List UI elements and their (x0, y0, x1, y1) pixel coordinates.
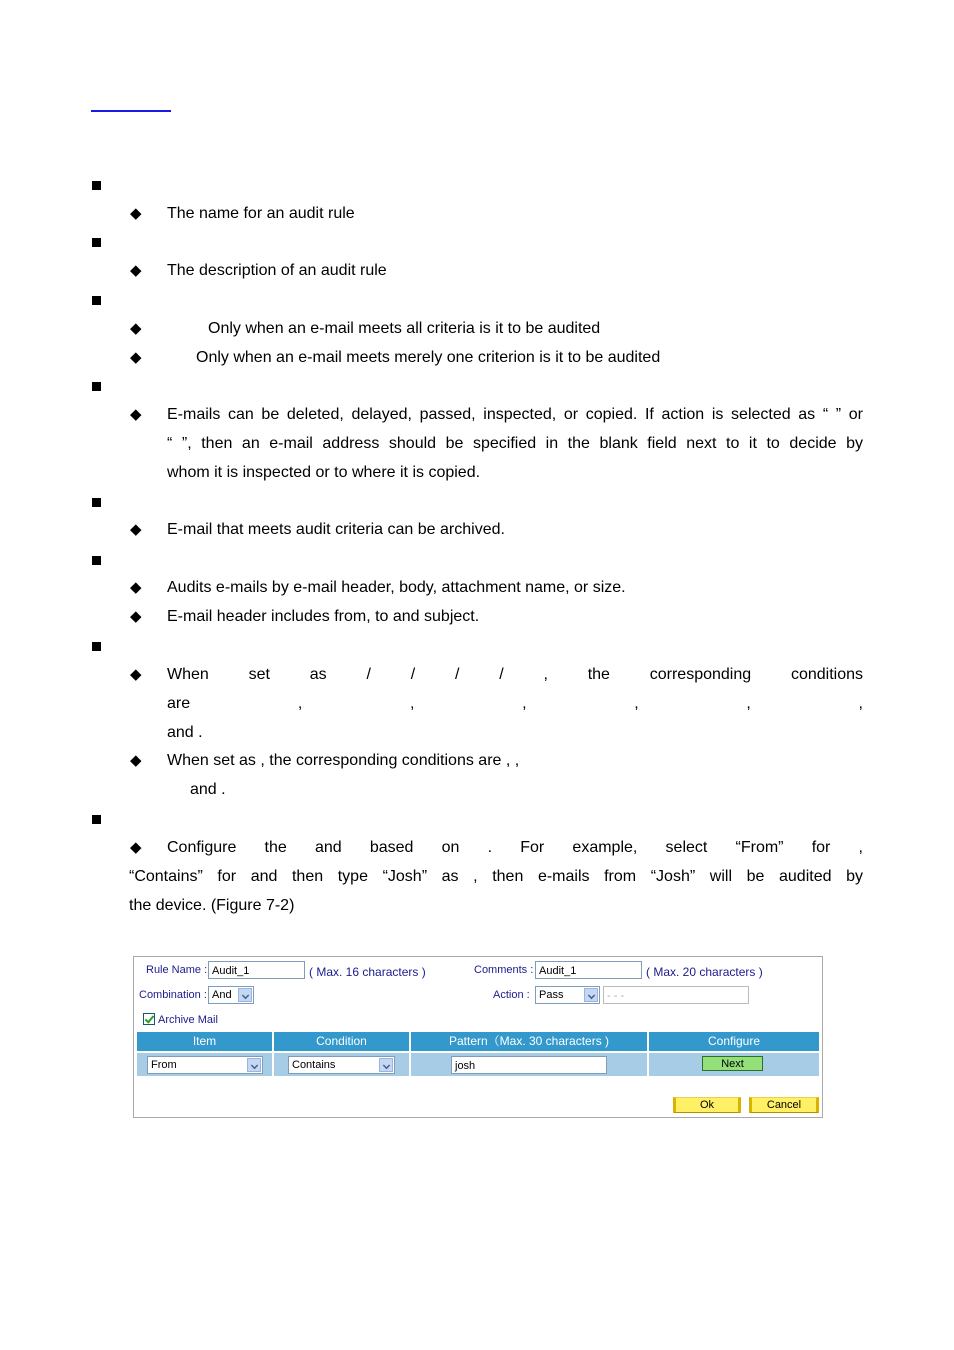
bullet-square (92, 556, 101, 565)
action-value: Pass (539, 989, 564, 1001)
action-desc-line2: “ ”, then an e-mail address should be specified in the blank field next to it to decide by (167, 435, 863, 452)
condition-value: Contains (292, 1059, 336, 1071)
pattern-desc-line1: Configure the and based on . For example, select “From” for , (167, 839, 863, 856)
condition-select[interactable] (288, 1056, 395, 1074)
condition-desc1-line3: and . (167, 724, 203, 741)
condition-desc1-line1: When set as / / / / , the corresponding conditions (167, 666, 863, 683)
rule-name-desc: The name for an audit rule (167, 205, 355, 222)
configure-cell (649, 1053, 819, 1076)
condition-desc2-line1: When set as , the corresponding conditions are , , (167, 752, 520, 769)
rule-name-note: ( Max. 16 characters ) (309, 965, 426, 979)
diamond-bullet: ◆ (130, 839, 142, 856)
comments-input[interactable]: Audit_1 (535, 961, 642, 979)
comments-label: Comments : (474, 964, 534, 976)
action-desc-line3: whom it is inspected or to where it is copied. (167, 464, 481, 481)
diamond-bullet: ◆ (130, 262, 142, 279)
section-title-link[interactable] (91, 110, 171, 112)
diamond-bullet: ◆ (130, 521, 142, 538)
diamond-bullet: ◆ (130, 666, 142, 683)
item-desc: Audits e-mails by e-mail header, body, attachment name, or size. (167, 579, 626, 596)
diamond-bullet: ◆ (130, 406, 142, 423)
audit-rule-form (133, 956, 823, 1118)
chevron-down-icon[interactable] (584, 988, 598, 1002)
pattern-desc-line2: “Contains” for and then type “Josh” as , then e-mails from “Josh” will be audited by (129, 868, 863, 885)
column-condition: Condition (274, 1032, 411, 1051)
column-item: Item (137, 1032, 274, 1051)
column-pattern: Pattern（Max. 30 characters ) (411, 1032, 649, 1051)
diamond-bullet: ◆ (130, 320, 142, 337)
bullet-square (92, 382, 101, 391)
comments-desc: The description of an audit rule (167, 262, 387, 279)
condition-desc2-line2: and . (190, 781, 226, 798)
header-desc: E-mail header includes from, to and subject. (167, 608, 480, 625)
chevron-down-icon[interactable] (379, 1058, 393, 1072)
combination-or-desc: Only when an e-mail meets merely one criterion is it to be audited (196, 349, 661, 366)
bullet-square (92, 642, 101, 651)
rule-name-input[interactable]: Audit_1 (208, 961, 305, 979)
condition-desc1-line2: are , , , , , , (167, 695, 863, 712)
rule-name-label: Rule Name : (146, 964, 208, 976)
bullet-square (92, 181, 101, 190)
action-label: Action : (493, 989, 530, 1001)
combination-select[interactable] (208, 986, 254, 1004)
chevron-down-icon[interactable] (238, 988, 252, 1002)
pattern-cell (411, 1053, 649, 1076)
bullet-square (92, 296, 101, 305)
ok-button[interactable]: Ok (673, 1097, 741, 1113)
combination-value: And (212, 989, 232, 1001)
diamond-bullet: ◆ (130, 579, 142, 596)
archive-mail-checkbox[interactable] (143, 1013, 155, 1025)
comments-note: ( Max. 20 characters ) (646, 965, 763, 979)
item-value: From (151, 1059, 177, 1071)
chevron-down-icon[interactable] (247, 1058, 261, 1072)
item-select[interactable] (147, 1056, 263, 1074)
next-button[interactable]: Next (702, 1056, 763, 1071)
pattern-input[interactable]: josh (451, 1056, 607, 1074)
bullet-square (92, 815, 101, 824)
condition-cell (274, 1053, 411, 1076)
item-cell (137, 1053, 274, 1076)
action-target-input[interactable]: - - - (603, 986, 749, 1004)
column-configure: Configure (649, 1032, 819, 1051)
archive-mail-label: Archive Mail (158, 1014, 218, 1026)
diamond-bullet: ◆ (130, 205, 142, 222)
combination-and-desc: Only when an e-mail meets all criteria is it to be audited (208, 320, 601, 337)
criteria-table-header (137, 1032, 819, 1051)
bullet-square (92, 498, 101, 507)
cancel-button[interactable]: Cancel (749, 1097, 819, 1113)
table-row (137, 1053, 819, 1076)
action-select[interactable] (535, 986, 600, 1004)
pattern-desc-line3: the device. (Figure 7-2) (129, 897, 295, 914)
diamond-bullet: ◆ (130, 608, 142, 625)
diamond-bullet: ◆ (130, 349, 142, 366)
archive-desc: E-mail that meets audit criteria can be archived. (167, 521, 505, 538)
bullet-square (92, 238, 101, 247)
combination-label: Combination : (139, 989, 207, 1001)
diamond-bullet: ◆ (130, 752, 142, 769)
action-desc-line1: E-mails can be deleted, delayed, passed, inspected, or copied. If action is selected as “ ” or (167, 406, 863, 423)
